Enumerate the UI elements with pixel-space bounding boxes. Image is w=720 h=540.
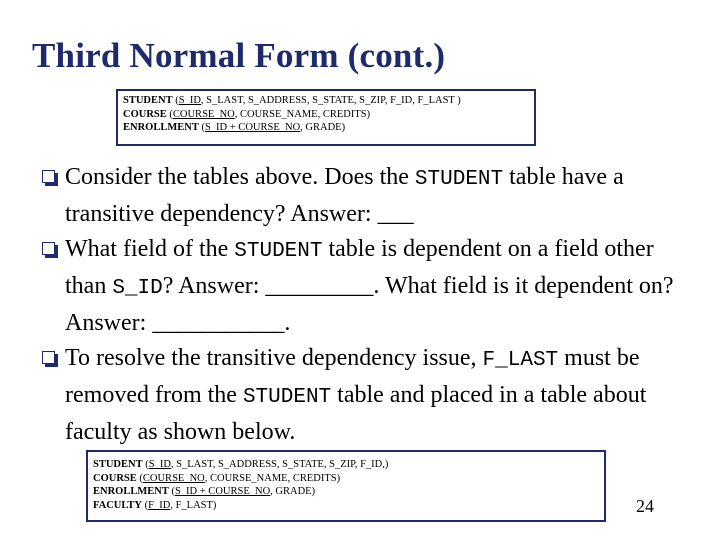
schema-fields: , S_LAST, S_ADDRESS, S_STATE, S_ZIP, F_ID,) xyxy=(170,459,389,470)
schema-fields: , COURSE_NAME, CREDITS) xyxy=(204,472,341,484)
primary-key: S_ID xyxy=(148,459,171,470)
bullet-item xyxy=(40,232,690,341)
table-name: ENROLLMENT xyxy=(93,486,169,497)
schema-line-enrollment xyxy=(123,121,528,135)
primary-key: F_ID xyxy=(148,499,171,511)
schema-box-normalized xyxy=(86,450,606,522)
checkbox-bullet-icon xyxy=(42,170,55,183)
code-text: STUDENT xyxy=(234,240,323,263)
schema-line-course xyxy=(93,472,598,486)
schema-open: ( xyxy=(168,486,175,497)
bullet-text: table and placed in a table about faculty as shown below. xyxy=(65,382,647,445)
primary-key: COURSE_NO xyxy=(172,108,235,120)
bullet-text: must be removed from the xyxy=(65,345,640,408)
schema-line-faculty xyxy=(93,499,598,513)
schema-open: ( xyxy=(198,122,205,133)
schema-open: ( xyxy=(172,95,179,106)
primary-key: S_ID + COURSE_NO xyxy=(204,122,301,133)
schema-box-original xyxy=(116,89,536,146)
schema-open: ( xyxy=(142,459,149,470)
schema-fields: , F_LAST) xyxy=(170,499,217,511)
checkbox-bullet-icon xyxy=(42,351,55,364)
bullet-text: To resolve the transitive dependency issue, xyxy=(65,345,483,371)
primary-key: S_ID xyxy=(178,95,201,106)
primary-key: COURSE_NO xyxy=(142,472,205,484)
code-text: S_ID xyxy=(112,277,163,300)
bullet-item xyxy=(40,160,690,232)
slide-number: 24 xyxy=(636,496,654,516)
table-name: ENROLLMENT xyxy=(123,122,199,133)
code-text: STUDENT xyxy=(414,168,504,191)
checkbox-bullet-icon xyxy=(42,242,55,255)
slide-title: Third Normal Form (cont.) xyxy=(32,36,446,75)
schema-fields: , S_LAST, S_ADDRESS, S_STATE, S_ZIP, F_ID, F_LAST ) xyxy=(200,95,461,106)
bullet-list xyxy=(40,160,690,450)
schema-fields: , GRADE) xyxy=(270,486,316,497)
schema-line-course xyxy=(123,108,528,122)
schema-open: ( xyxy=(136,472,143,484)
table-name: FACULTY xyxy=(93,499,143,511)
table-name: COURSE xyxy=(123,108,167,120)
code-text: STUDENT xyxy=(242,386,332,409)
schema-fields: , GRADE) xyxy=(300,122,346,133)
schema-open: ( xyxy=(166,108,173,120)
code-text: F_LAST xyxy=(482,349,559,372)
schema-line-student xyxy=(123,94,528,108)
bullet-text: table is dependent on a field other than xyxy=(65,236,654,299)
table-name: STUDENT xyxy=(123,95,173,106)
bullet-item xyxy=(40,341,690,450)
table-name: COURSE xyxy=(93,472,137,484)
bullet-text: ? Answer: _________. What field is it dependent on? Answer: ___________. xyxy=(65,273,674,336)
bullet-text: Consider the tables above. Does the xyxy=(65,164,415,190)
schema-line-student xyxy=(93,458,598,472)
primary-key: S_ID + COURSE_NO xyxy=(174,486,271,497)
table-name: STUDENT xyxy=(93,459,143,470)
schema-line-enrollment xyxy=(93,485,598,499)
bullet-text: table have a transitive dependency? Answer: ___ xyxy=(65,164,624,227)
bullet-text: What field of the xyxy=(65,236,235,262)
schema-open: ( xyxy=(142,499,149,511)
schema-fields: , COURSE_NAME, CREDITS) xyxy=(234,108,371,120)
